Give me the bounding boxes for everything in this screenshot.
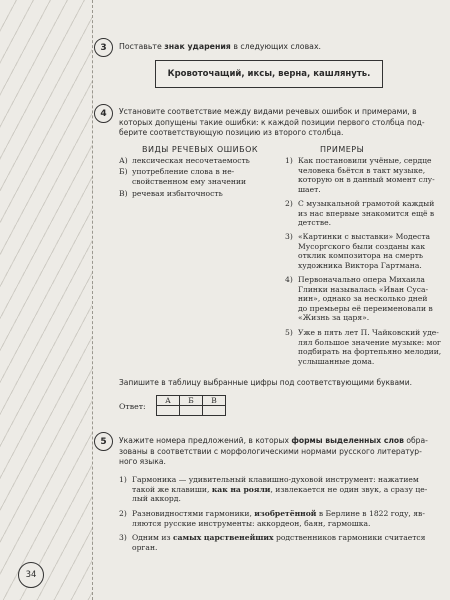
example-text [298,156,435,194]
answer-cell[interactable] [180,406,203,416]
example-text-line: отклик композитора на смерть [298,251,424,261]
sentence-label: 2) [119,509,127,518]
error-type-a [119,156,269,166]
errors-column-header: ВИДЫ РЕЧЕВЫХ ОШИБОК [142,145,259,154]
intro-text: Укажите номера предложений, в которых [119,436,289,445]
example-2 [285,199,445,229]
task-4-intro-line: Установите соответствие между видами речевых ошибок и примерами, в [119,107,417,116]
example-1 [285,156,445,196]
answer-table [156,395,226,416]
example-text-line: подбирать на фортепьяно мелодии, [298,347,442,357]
sentence-line: орган. [132,542,158,552]
answer-cell[interactable] [157,406,180,416]
examples-column-header: ПРИМЕРЫ [320,145,365,154]
task-5-intro-line: ного языка. [119,457,166,466]
answer-label: Ответ: [119,402,146,411]
sentence-3 [119,533,444,555]
task-4-number: 4 [94,104,113,123]
example-text-line: С музыкальной грамотой каждый [298,199,435,208]
task-4-intro [119,107,439,139]
example-3 [285,232,445,272]
task-3-prompt-bold: знак ударения [164,42,231,51]
example-text [298,328,441,366]
error-text [132,167,246,186]
example-label: 2) [285,199,293,208]
sentence-line: лый аккорд. [132,494,181,504]
error-text-line: употребление слова в не- [132,167,235,176]
sentence-text [132,533,425,552]
task-3-prompt-start: Поставьте [119,42,162,51]
task-5-intro-line [119,436,444,447]
error-text: речевая избыточность [132,189,223,198]
sentence-fragment: , извлекается не один звук, а сразу це- [270,484,428,494]
example-4 [285,275,445,325]
sentence-line: Гармоника — удивительный клавишно-духовой инструмент: нажатием [132,475,419,484]
sentence-text [132,475,427,504]
example-text-line: детстве. [298,218,332,228]
sentence-line [132,509,425,519]
answer-column-header: А [157,396,180,406]
intro-bold-text: формы выделенных слов [291,436,404,445]
example-text-line: Мусоргского были созданы как [298,241,426,251]
example-text-line: Уже в пять лет П. Чайковский уде- [298,328,439,337]
sentence-label: 1) [119,475,127,484]
sentence-text [132,509,425,528]
page-content [92,0,442,600]
error-type-c [119,189,269,199]
task-4-intro-line: которых допущены такие ошибки: к каждой позиции первого столбца под- [119,117,425,127]
example-text-line: художника Виктора Гартмана. [298,260,422,270]
example-text-line: до премьеры её переименовали в [298,303,433,313]
example-label: 4) [285,275,293,284]
task-3-number: 3 [94,38,113,57]
sentence-fragment: Разновидностями гармоники, [132,509,252,518]
sentence-fragment: Одним из [132,533,171,542]
example-label: 3) [285,232,293,241]
sentence-highlight: как на рояли [211,484,271,494]
error-label: В) [119,189,128,198]
sentence-line [132,533,425,543]
sentence-2 [119,509,444,531]
error-type-b [119,167,269,187]
example-text-line: которую он в данный момент слу- [298,175,435,185]
example-text [298,232,430,270]
task-5-number: 5 [94,432,113,451]
error-label: А) [119,156,128,165]
table-instruction: Запишите в таблицу выбранные цифры под соответствующими буквами. [119,378,412,387]
sentence-label: 3) [119,533,127,542]
task-5-intro [119,436,444,468]
example-text-line: лял большое значение музыке: мог [298,337,441,347]
task-3-words-box: Кровоточащий, иксы, верна, кашлянуть. [155,60,383,88]
page-number: 34 [18,562,44,588]
sentence-fragment: родственников гармоники считается [275,533,426,542]
sentence-fragment: такой же клавиши, [132,484,210,494]
answer-cell[interactable] [203,406,226,416]
answer-column-header: Б [180,396,203,406]
example-text-line: Как постановили учёные, сердце [298,156,432,165]
intro-text: обра- [406,436,428,445]
example-text [298,275,433,323]
task-5-intro-line: зованы в соответствии с морфологическими нормами русского литератур- [119,446,422,456]
example-text-line: Первоначально опера Михаила [298,275,425,284]
example-5 [285,328,445,368]
sentence-fragment: в Берлине в 1822 году, яв- [318,509,425,518]
example-text-line: шает. [298,184,321,194]
error-text: лексическая несочетаемость [132,156,250,165]
example-text-line: услышанные дома. [298,356,375,366]
example-text-line: «Картинки с выставки» Модеста [298,232,431,241]
example-text-line: Глинки называлась «Иван Суса- [298,284,429,294]
example-label: 1) [285,156,293,165]
margin-hatching [0,0,93,600]
example-text-line: «Жизнь за царя». [298,313,370,323]
error-label: Б) [119,167,128,176]
task-3-prompt-end: в следующих словах. [233,42,322,51]
example-text [298,199,434,228]
task-4-intro-line: берите соответствующую позицию из второго столбца. [119,128,344,137]
error-text-line: свойственном ему значении [132,176,247,186]
example-text-line: нин», однако за несколько дней [298,294,428,304]
example-text-line: из нас впервые знакомится ещё в [298,208,435,218]
sentence-line [132,485,427,495]
example-text-line: человека бьётся в такт музыке, [298,165,426,175]
sentence-line: ляются русские инструменты: аккордеон, баян, гармошка. [132,518,371,528]
sentence-highlight: изобретённой [254,509,317,518]
task-3-prompt [119,42,321,52]
example-label: 5) [285,328,293,337]
sentence-1 [119,475,444,507]
answer-column-header: В [203,396,226,406]
sentence-highlight: самых царственейших [172,533,274,542]
